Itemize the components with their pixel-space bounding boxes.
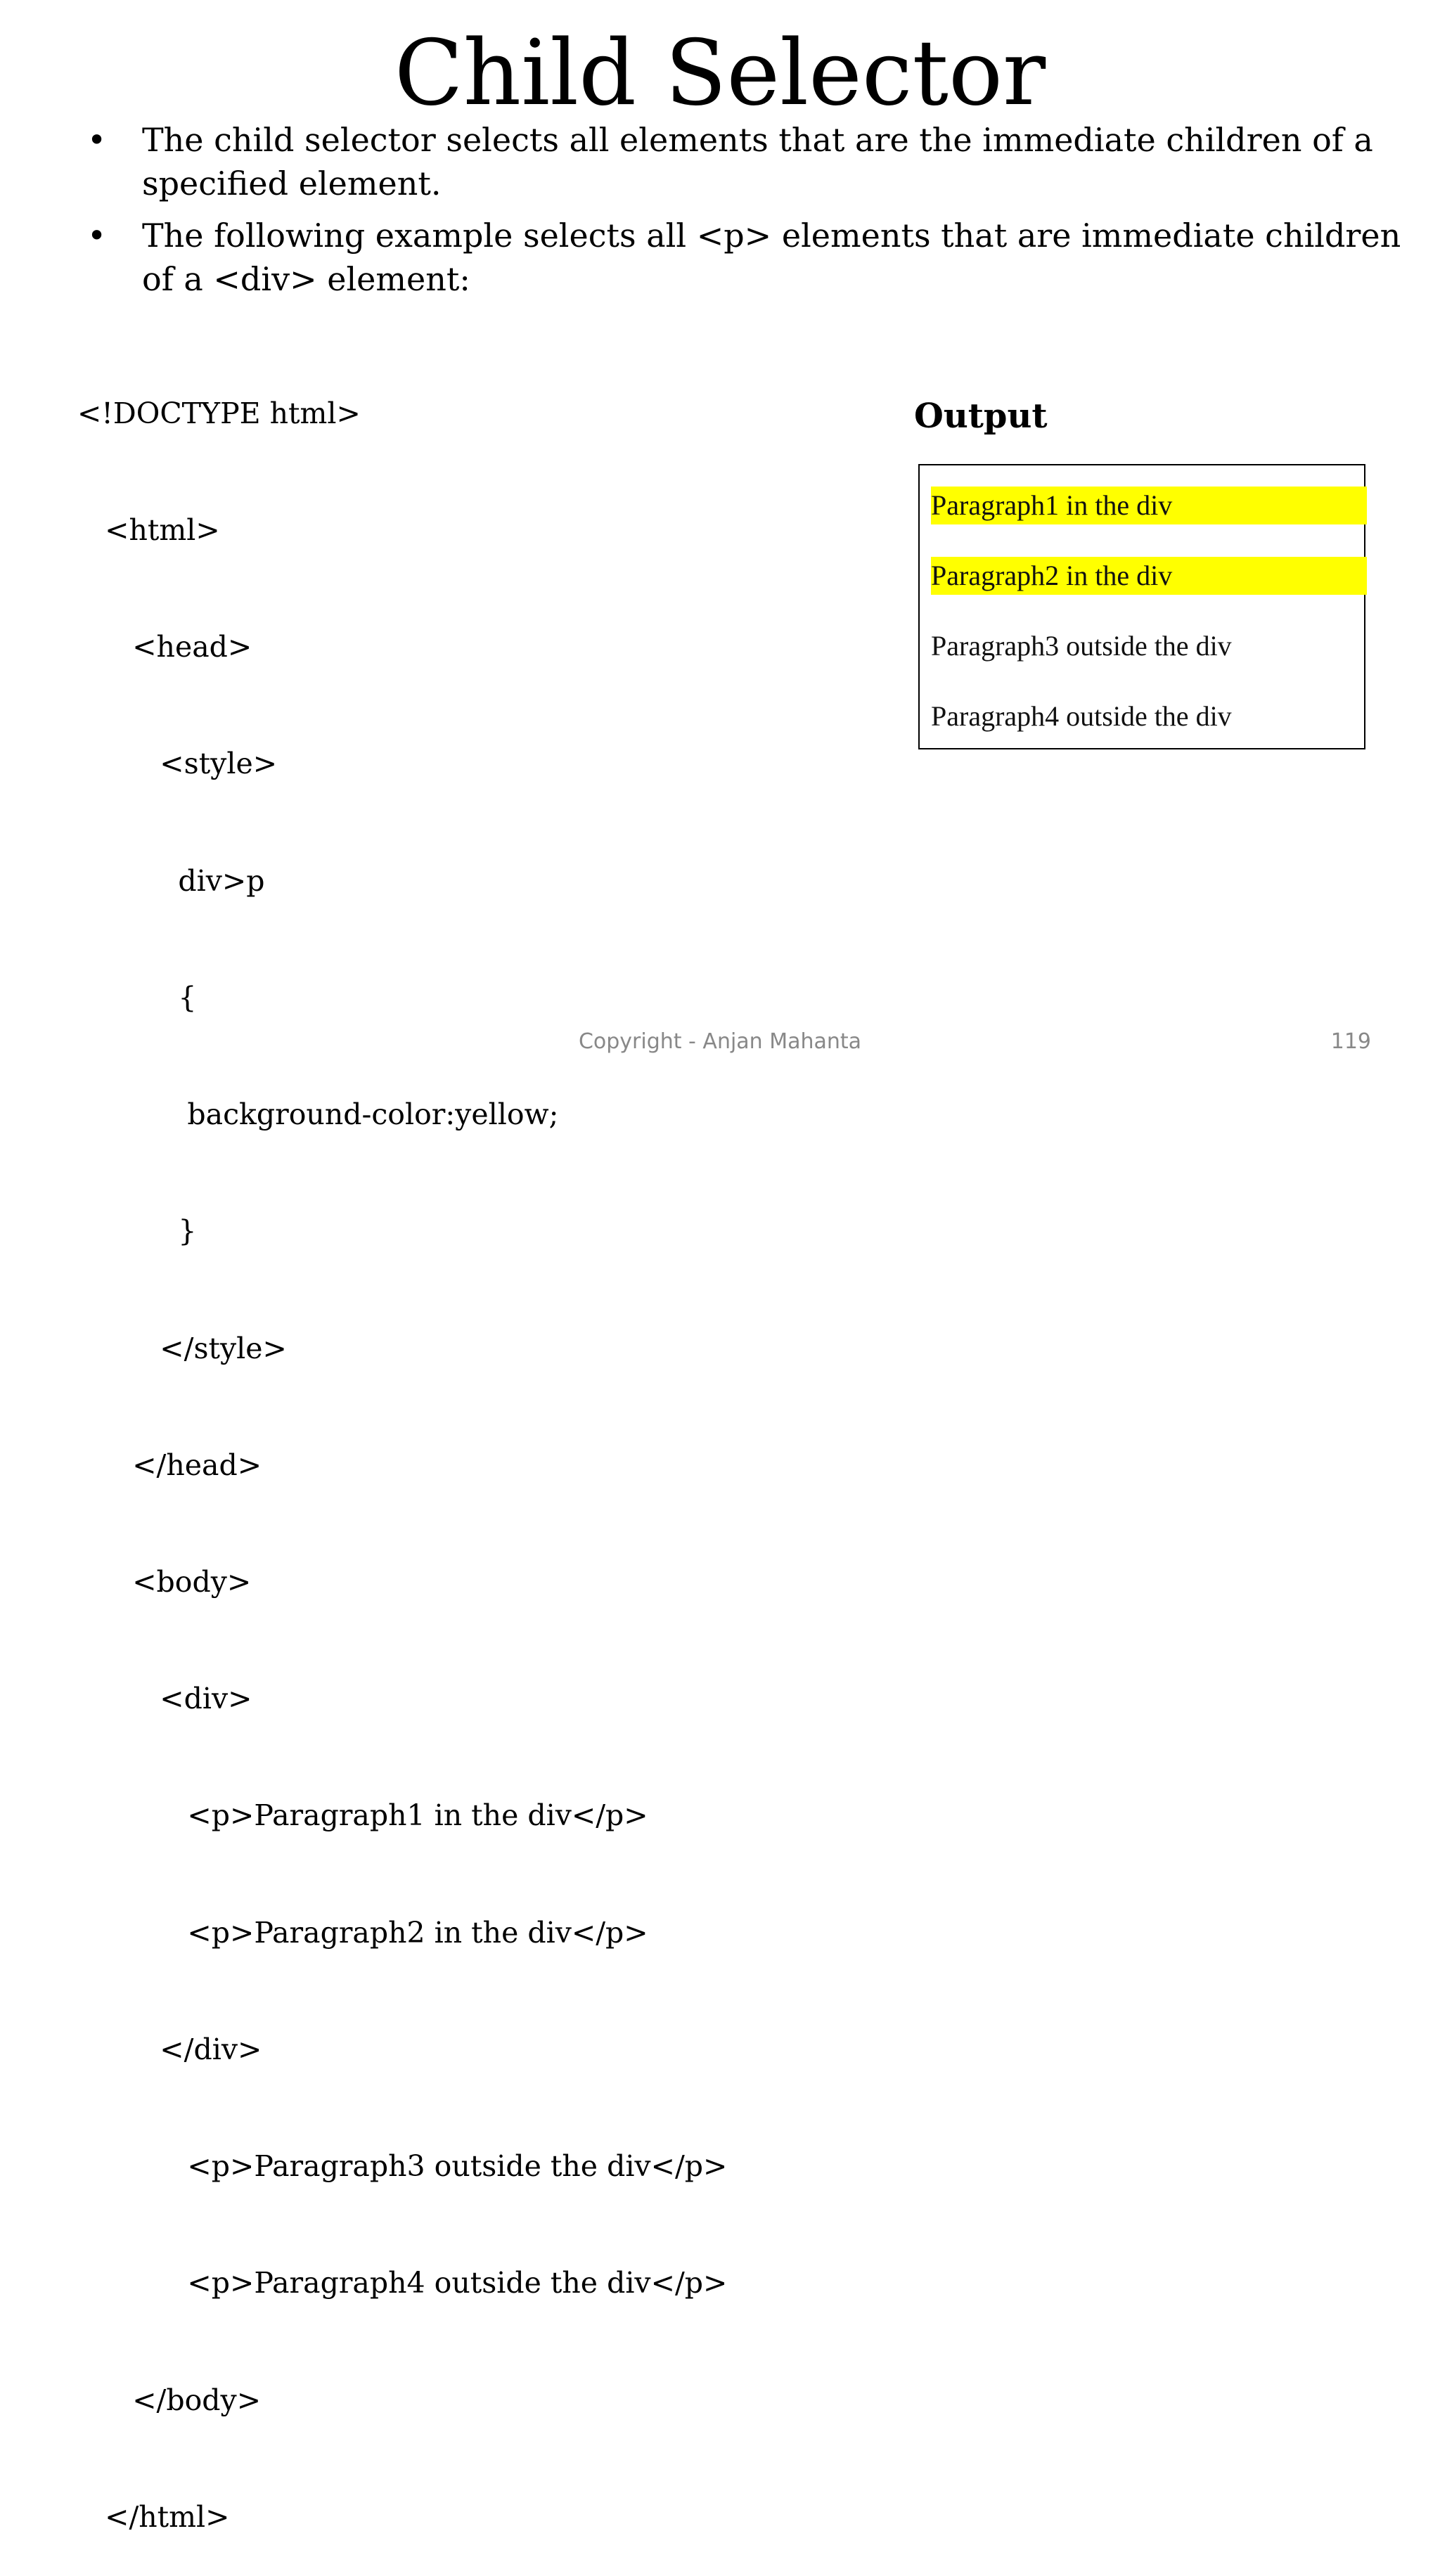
output-preview-box	[918, 464, 1365, 749]
code-line: div>p	[77, 863, 265, 898]
page-number: 119	[1330, 1029, 1371, 1054]
output-heading: Output	[914, 397, 1048, 436]
footer-copyright: Copyright - Anjan Mahanta	[578, 1029, 862, 1054]
output-paragraph: Paragraph3 outside the div	[931, 630, 1232, 662]
bullet-item	[83, 118, 1419, 205]
code-line: <div>	[77, 1682, 252, 1716]
bullet-text: The child selector selects all elements that are the immediate children of a specified element.	[142, 121, 1373, 202]
code-line: <p>Paragraph4 outside the div</p>	[77, 2266, 728, 2300]
bullet-list	[83, 118, 1419, 309]
code-line: }	[77, 1214, 197, 1249]
output-paragraph: Paragraph1 in the div	[931, 487, 1367, 524]
bullet-text: The following example selects all <p> elements that are immediate children of a <div> element:	[142, 217, 1401, 298]
code-line: </head>	[77, 1448, 262, 1482]
slide-title: Child Selector	[394, 21, 1046, 126]
code-line: <p>Paragraph2 in the div</p>	[77, 1915, 648, 1950]
code-line: <p>Paragraph3 outside the div</p>	[77, 2149, 728, 2184]
code-line: <head>	[77, 630, 252, 664]
output-paragraph: Paragraph4 outside the div	[931, 700, 1232, 732]
code-line: </body>	[77, 2383, 262, 2417]
code-line: <style>	[77, 747, 278, 781]
code-line: background-color:yellow;	[77, 1097, 559, 1132]
bullet-dot-icon: •	[87, 121, 107, 159]
bullet-dot-icon: •	[87, 217, 107, 255]
output-paragraph: Paragraph2 in the div	[931, 557, 1367, 595]
bullet-item	[83, 214, 1419, 301]
code-line: </div>	[77, 2032, 262, 2066]
code-line: </style>	[77, 1331, 287, 1365]
code-line: <!DOCTYPE html>	[77, 396, 361, 430]
code-line: <body>	[77, 1565, 252, 1599]
code-example	[77, 316, 727, 2576]
code-line: {	[77, 980, 197, 1015]
code-line: <p>Paragraph1 in the div</p>	[77, 1798, 648, 1833]
code-line: <html>	[77, 513, 220, 548]
code-line: </html>	[77, 2499, 230, 2534]
